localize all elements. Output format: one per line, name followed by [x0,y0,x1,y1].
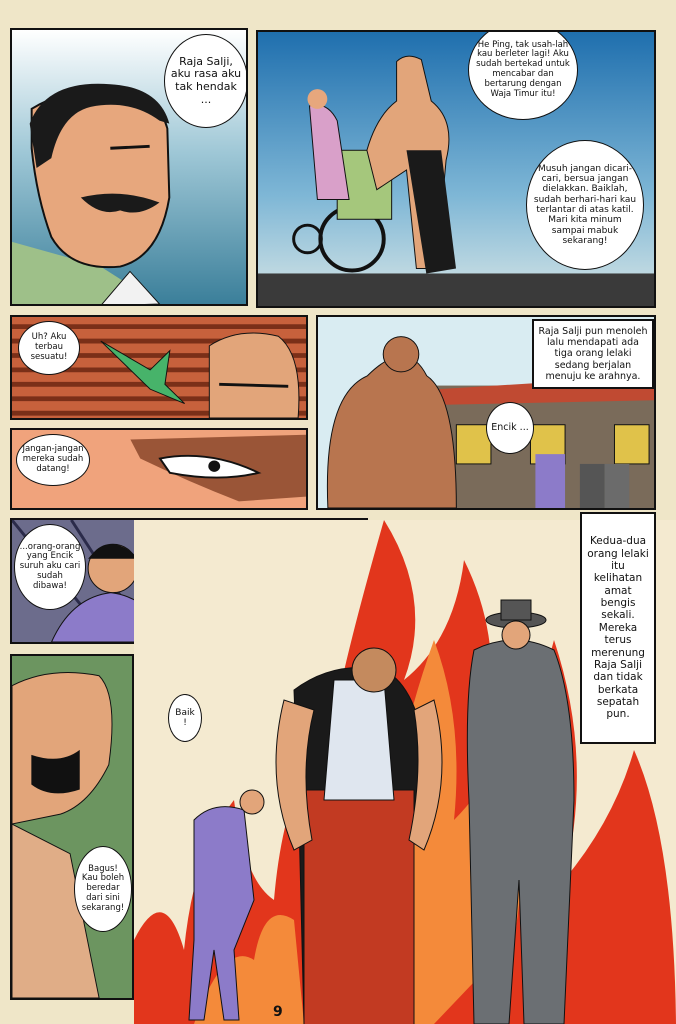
caption-text: Raja Salji pun menoleh lalu mendapati ada tiga orang lelaki sedang berjalan menuju ke arahnya. [538,325,648,382]
panel-8 [10,654,134,1000]
speech-bubble [168,694,202,742]
speech-bubble [164,34,248,128]
speech-bubble-bottom [526,140,644,270]
speech-text: Jangan-jangan mereka sudah datang! [22,444,84,474]
speech-text: ...orang-orang yang Encik suruh aku cari sudah dibawa! [19,541,81,591]
speech-text: Musuh jangan dicari-cari, bersua jangan dielakkan. Baiklah, sudah berhari-hari kau terlantar di atas katil. Mari kita minum sampai mabuk sekarang! [533,163,637,247]
speech-bubble [14,524,86,610]
speech-text: Uh? Aku terbau sesuatu! [30,332,68,362]
speech-text: Encik ... [491,421,529,433]
page-number: 9 [273,1004,283,1020]
panel-1 [10,28,248,306]
caption-text: Kedua-dua orang lelaki itu kelihatan amat bengis sekali. Mereka terus merenung Raja Salji dan tidak berkata sepatah pun. [587,535,649,721]
speech-text: Bagus! Kau boleh beredar dari sini sekarang! [81,863,125,913]
speech-bubble [486,402,534,454]
speech-bubble [74,846,132,932]
speech-text: Baik ! [175,707,195,728]
panel-2 [256,30,656,308]
narration-caption [580,512,656,744]
panel-5 [316,315,656,510]
speech-text: Raja Salji, aku rasa aku tak hendak ... [170,54,242,106]
speech-bubble [16,434,90,486]
speech-text: He Ping, tak usah-lah kau berleter lagi! Aku sudah bertekad untuk mencabar dan bertarung dengan Waja Timur itu! [476,39,570,99]
panel-4 [10,428,308,510]
panel-3 [10,315,308,420]
speech-bubble [18,321,80,375]
narration-caption [532,319,654,389]
panel-8-art [12,656,132,998]
